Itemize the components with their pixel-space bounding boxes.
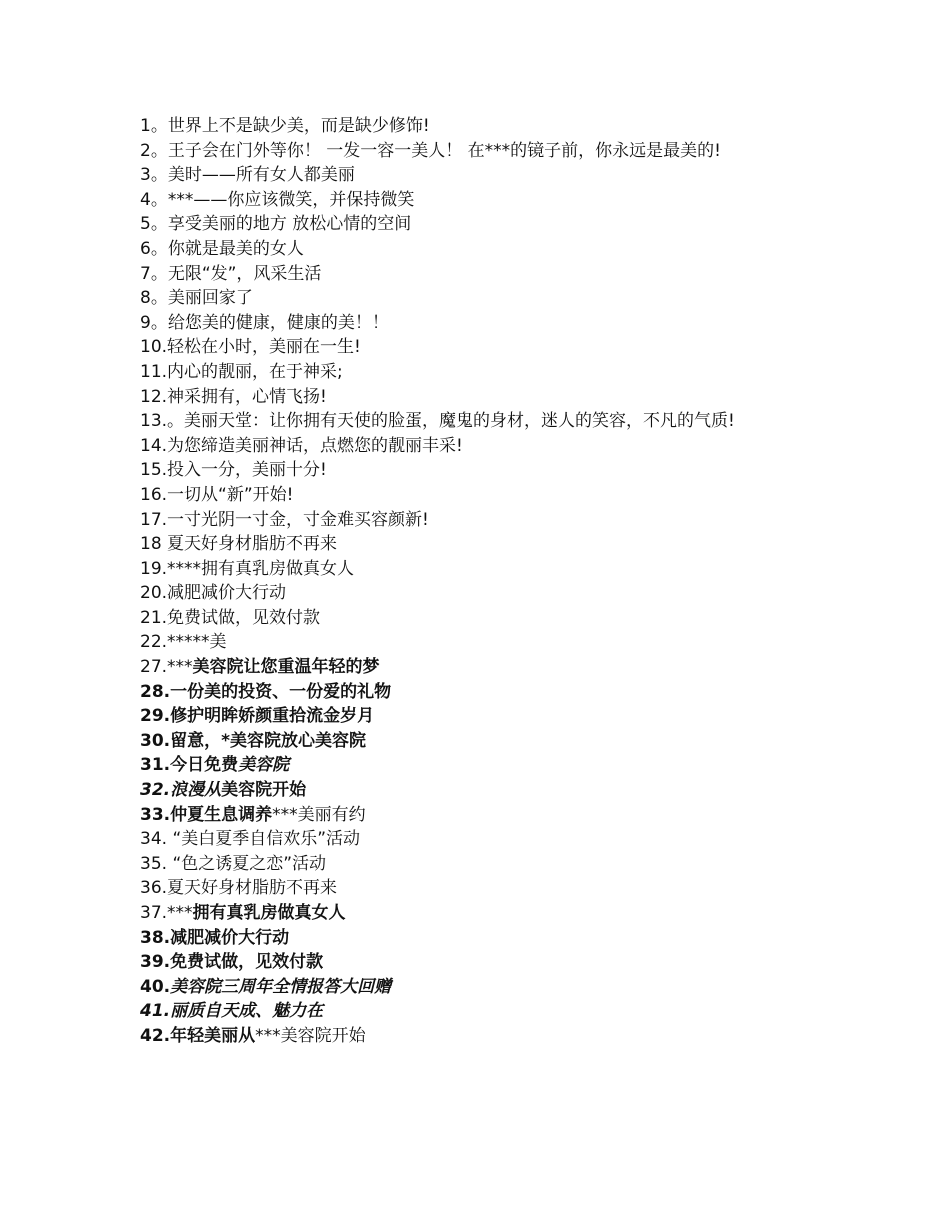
slogan-text: 22.*****美 [140, 632, 227, 653]
slogan-line [140, 532, 920, 557]
slogan-text: 34. “美白夏季自信欢乐”活动 [140, 829, 361, 850]
slogan-line [140, 434, 920, 459]
slogan-text: 13.。美丽天堂：让你拥有天使的脸蛋，魔鬼的身材，迷人的笑容，不凡的气质! [140, 411, 735, 432]
slogan-text: 美容院开始 [221, 780, 307, 801]
slogan-text: 12.神采拥有，心情飞扬! [140, 386, 327, 407]
slogan-line [140, 803, 920, 828]
slogan-line [140, 876, 920, 901]
slogan-line [140, 581, 920, 606]
slogan-line [140, 188, 920, 213]
slogan-text: 42.年轻美丽从 [140, 1025, 256, 1046]
slogan-line [140, 212, 920, 237]
slogan-text: 37.*** [140, 903, 193, 923]
slogan-text: 17.一寸光阴一寸金，寸金难买容颜新! [140, 509, 429, 530]
slogan-text: 4。***——你应该微笑，并保持微笑 [140, 189, 415, 210]
slogan-text: ***美容院开始 [255, 1025, 366, 1046]
slogan-text: 19.****拥有真乳房做真女人 [140, 558, 355, 579]
slogan-text: 35. “色之诱夏之恋”活动 [140, 853, 327, 874]
slogan-line [140, 852, 920, 877]
slogan-text: 8。美丽回家了 [140, 288, 253, 309]
slogan-line [140, 311, 920, 336]
slogan-text: 美容院让您重温年轻的梦 [192, 657, 380, 678]
slogan-line [140, 606, 920, 631]
slogan-text: 36.夏天好身材脂肪不再来 [140, 878, 338, 899]
slogan-line [140, 335, 920, 360]
slogan-line [140, 262, 920, 287]
slogan-text: 20.减肥减价大行动 [140, 583, 287, 604]
slogan-line [140, 508, 920, 533]
slogan-text: 21.免费试做，见效付款 [140, 607, 321, 628]
slogan-line [140, 458, 920, 483]
slogan-text: 39.免费试做，见效付款 [140, 952, 324, 973]
slogan-line [140, 237, 920, 262]
slogan-text: 38.减肥减价大行动 [140, 927, 290, 948]
slogan-text: 美容院 [238, 755, 290, 776]
slogan-line [140, 926, 920, 951]
slogan-line [140, 753, 920, 778]
slogan-text: 5。享受美丽的地方 放松心情的空间 [140, 214, 412, 235]
slogan-text: 33.仲夏生息调养 [140, 804, 273, 825]
slogan-text: 3。美时——所有女人都美丽 [140, 165, 355, 186]
slogan-text: 2。王子会在门外等你！ 一发一容一美人！ 在***的镜子前，你永远是最美的! [140, 140, 721, 161]
slogan-text: 1。世界上不是缺少美，而是缺少修饰! [140, 116, 430, 136]
slogan-text: 16.一切从“新”开始! [140, 484, 294, 505]
slogan-text: 10.轻松在小时，美丽在一生! [140, 337, 361, 358]
slogan-text: 9。给您美的健康，健康的美！！ [140, 312, 389, 333]
slogan-line [140, 827, 920, 852]
slogan-text: 美容院三周年全情报答大回赠 [170, 976, 392, 997]
slogan-line [140, 139, 920, 164]
slogan-line [140, 286, 920, 311]
slogan-line [140, 360, 920, 385]
slogan-text: 31.今日免费 [140, 755, 239, 776]
slogan-line [140, 483, 920, 508]
slogan-text: 32.浪漫从 [140, 780, 222, 801]
slogan-line [140, 655, 920, 680]
slogan-text: 拥有真乳房做真女人 [192, 903, 346, 923]
slogan-text: 40. [140, 976, 171, 997]
slogan-text: 18 夏天好身材脂肪不再来 [140, 534, 338, 555]
slogan-text: 11.内心的靓丽，在于神采; [140, 361, 343, 382]
slogan-line [140, 409, 920, 434]
slogan-text: 41.丽质自天成、魅力在 [140, 1001, 324, 1022]
slogan-text: 30.留意，*美容院放心美容院 [140, 730, 367, 751]
slogan-line [140, 975, 920, 1000]
slogan-text: 6。你就是最美的女人 [140, 238, 304, 259]
slogan-line [140, 680, 920, 705]
slogan-line [140, 729, 920, 754]
slogan-text: 15.投入一分，美丽十分! [140, 460, 327, 481]
slogan-line [140, 163, 920, 188]
slogan-line [140, 385, 920, 410]
slogan-line [140, 778, 920, 803]
slogan-line [140, 630, 920, 655]
slogan-text: 29.修护明眸娇颜重拾流金岁月 [140, 706, 375, 727]
slogan-text: 14.为您缔造美丽神话，点燃您的靓丽丰采! [140, 435, 463, 456]
slogan-list [140, 114, 920, 1049]
slogan-line [140, 999, 920, 1024]
slogan-text: 27.*** [140, 657, 193, 678]
slogan-text: ***美丽有约 [272, 804, 366, 825]
slogan-line [140, 114, 920, 139]
slogan-line [140, 1024, 920, 1049]
slogan-text: 7。无限“发”，风采生活 [140, 263, 322, 284]
slogan-line [140, 950, 920, 975]
slogan-text: 28.一份美的投资、一份爱的礼物 [140, 681, 392, 702]
slogan-line [140, 704, 920, 729]
slogan-line [140, 901, 920, 926]
slogan-line [140, 557, 920, 582]
